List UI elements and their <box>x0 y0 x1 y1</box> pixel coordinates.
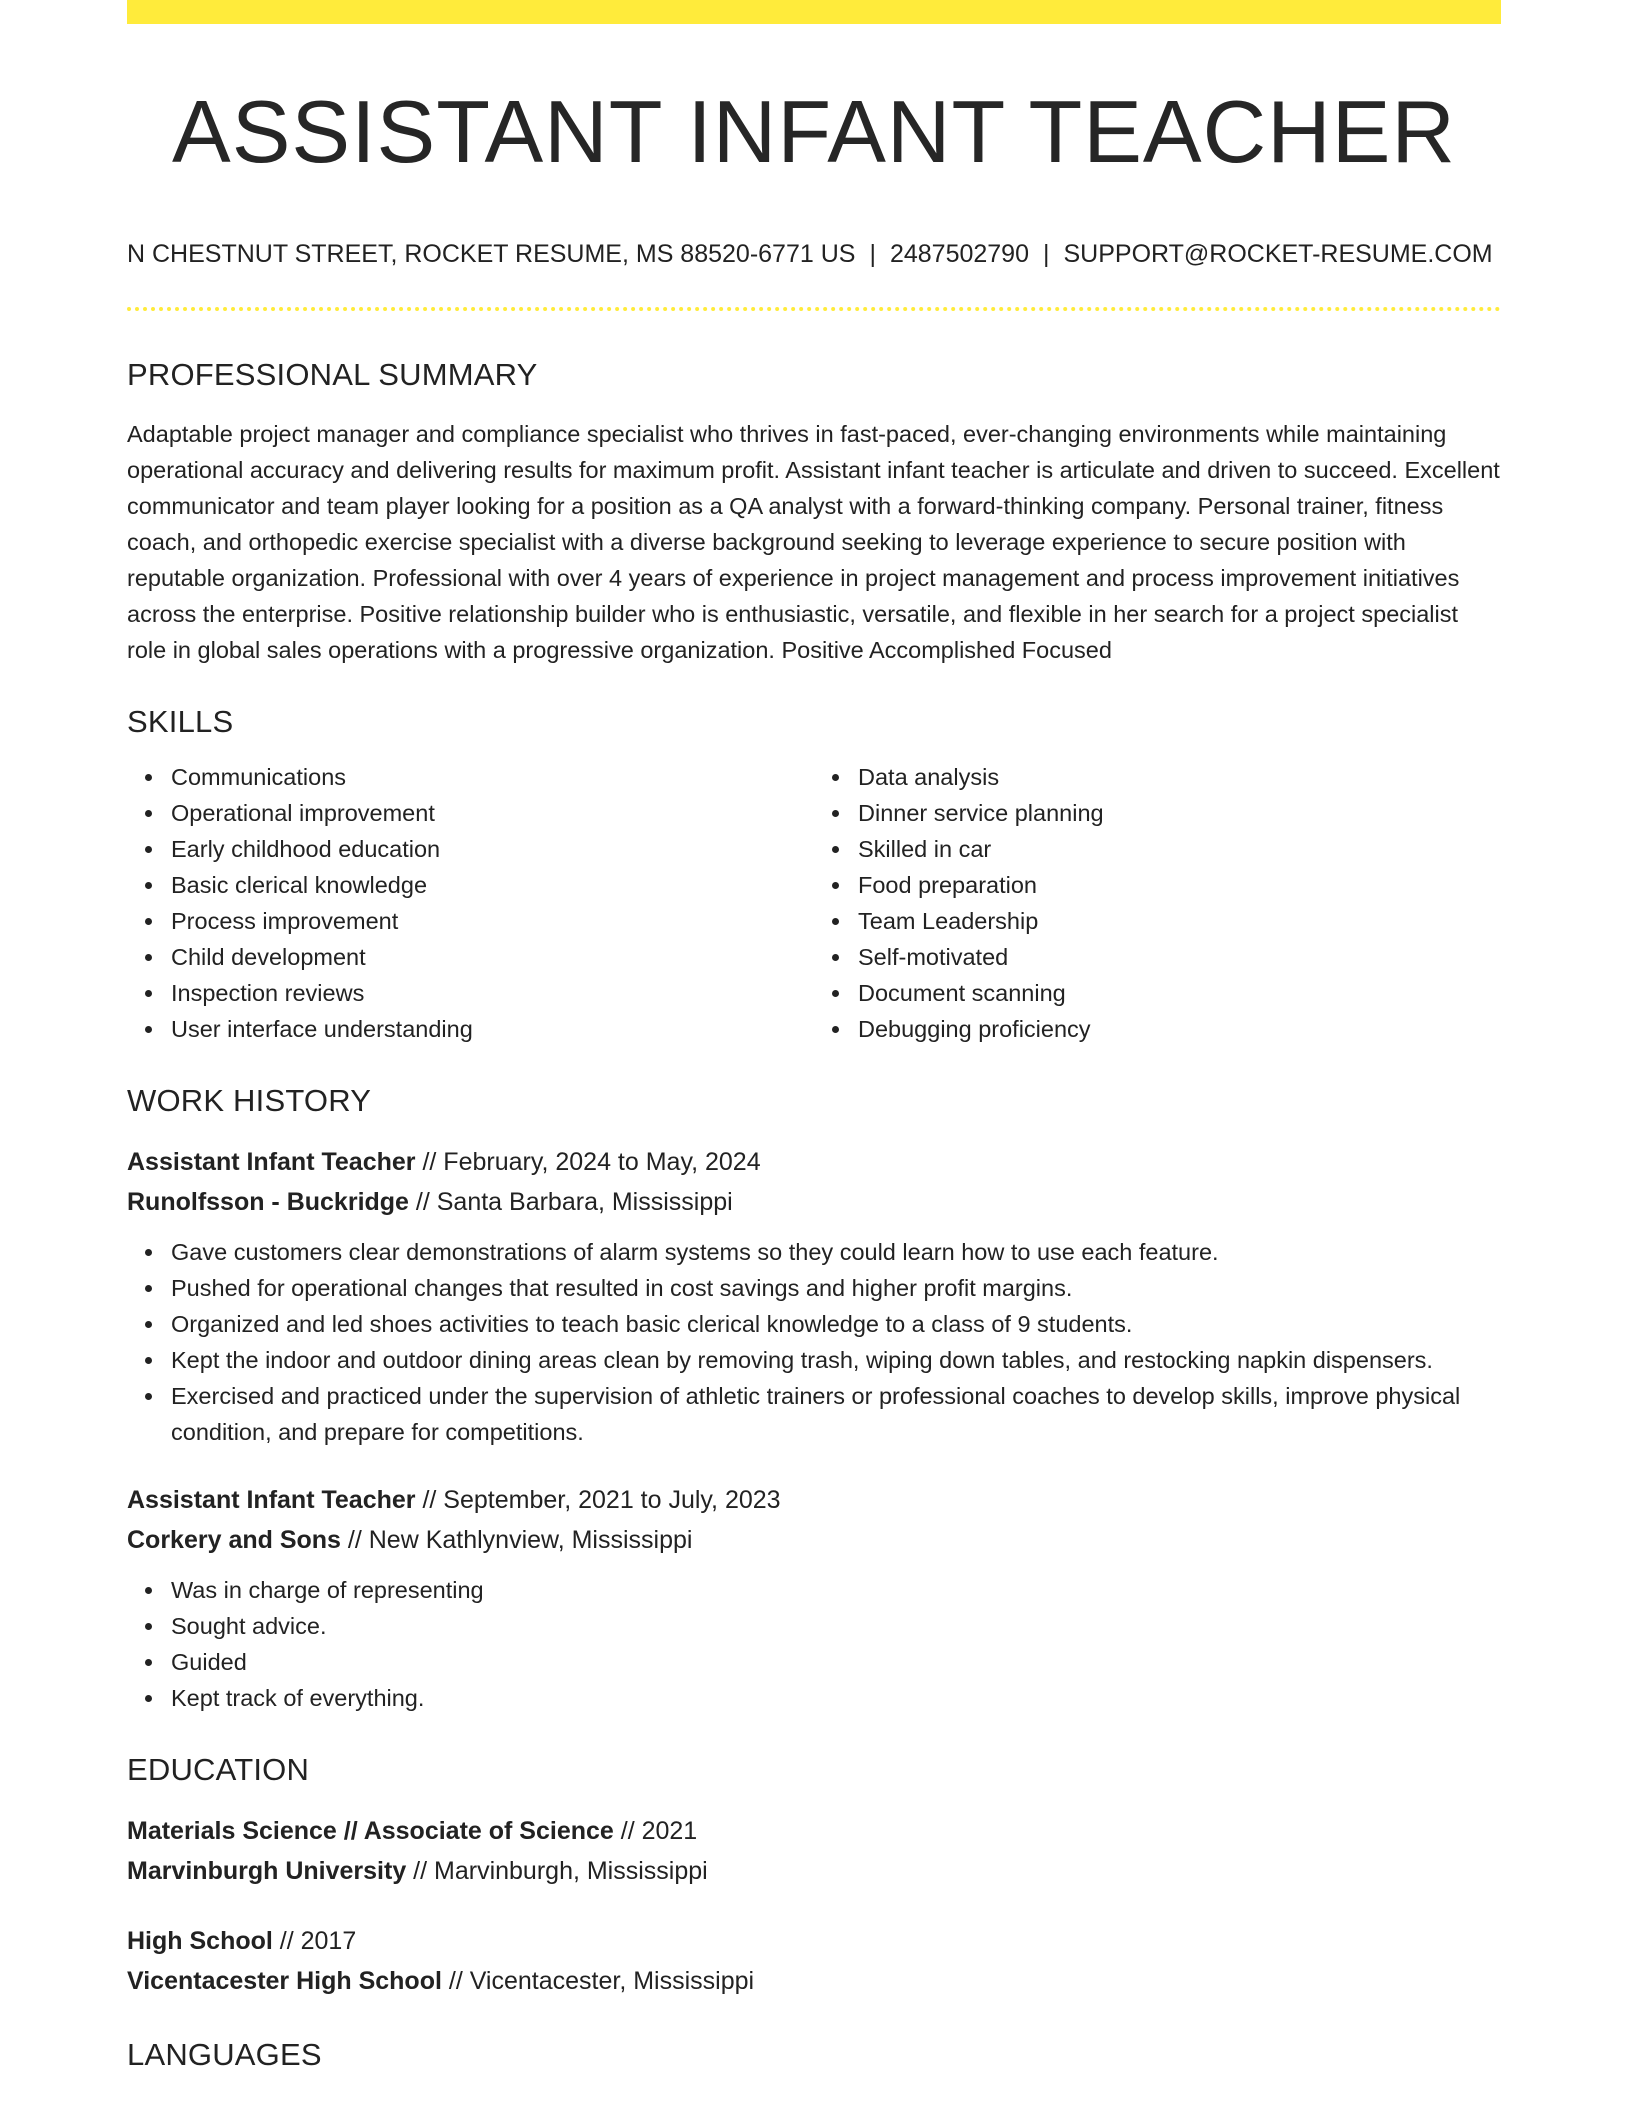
education-year: // 2021 <box>613 1817 698 1845</box>
skills-right-column <box>814 759 1501 1047</box>
job-location: // New Kathlynview, Mississippi <box>340 1526 693 1554</box>
dotted-divider <box>127 307 1501 311</box>
job-company-line <box>127 1182 1501 1222</box>
job-bullet: Organized and led shoes activities to teach basic clerical knowledge to a class of 9 students. <box>171 1306 1501 1342</box>
job-title: Assistant Infant Teacher <box>127 1486 416 1514</box>
job-bullet: Was in charge of representing <box>171 1572 1501 1608</box>
contact-line <box>127 242 1501 267</box>
education-location: // Vicentacester, Mississippi <box>441 1967 755 1995</box>
contact-email: SUPPORT@ROCKET-RESUME.COM <box>1063 240 1493 268</box>
job-bullet: Kept the indoor and outdoor dining areas clean by removing trash, wiping down tables, and restocking napkin dispensers. <box>171 1342 1501 1378</box>
job-bullets <box>127 1234 1501 1450</box>
resume-name: ASSISTANT INFANT TEACHER <box>172 82 1456 181</box>
summary-heading: PROFESSIONAL SUMMARY <box>127 357 538 392</box>
skill-item: Food preparation <box>858 867 1501 903</box>
education-location: // Marvinburgh, Mississippi <box>406 1857 708 1885</box>
education-school: Marvinburgh University <box>127 1857 407 1885</box>
skill-item: Dinner service planning <box>858 795 1501 831</box>
job-company-line <box>127 1520 1501 1560</box>
job-bullet: Guided <box>171 1644 1501 1680</box>
skill-item: Basic clerical knowledge <box>171 867 814 903</box>
education-degree-line <box>127 1921 1501 1961</box>
education-degree-line <box>127 1811 1501 1851</box>
job-location: // Santa Barbara, Mississippi <box>408 1188 733 1216</box>
accent-top-bar <box>127 0 1501 24</box>
education-degree: Materials Science // Associate of Science <box>127 1817 614 1845</box>
education-heading: EDUCATION <box>127 1752 310 1787</box>
contact-separator: | <box>869 240 876 268</box>
contact-address: N CHESTNUT STREET, ROCKET RESUME, MS 88520-6771 US <box>127 240 856 268</box>
job-company: Corkery and Sons <box>127 1526 341 1554</box>
job-bullet: Exercised and practiced under the supervision of athletic trainers or professional coaches to develop skills, improve physical condition, and prepare for competitions. <box>171 1378 1501 1450</box>
skill-item: Early childhood education <box>171 831 814 867</box>
skill-item: Communications <box>171 759 814 795</box>
skill-item: Operational improvement <box>171 795 814 831</box>
skill-item: Document scanning <box>858 975 1501 1011</box>
work-history-heading: WORK HISTORY <box>127 1083 372 1118</box>
skills-left-column <box>127 759 814 1047</box>
skill-item: Data analysis <box>858 759 1501 795</box>
summary-text: Adaptable project manager and compliance specialist who thrives in fast-paced, ever-changing environments while maintaining operational accuracy and delivering results for maximum profit. Assistant infant teacher is articulate and driven to succeed. Excellent communicator and team player looking for a position as a QA analyst with a forward-thinking company. Personal trainer, fitness coach, and orthopedic exercise specialist with a diverse background seeking to leverage experience to secure position with reputable organization. Professional with over 4 years of experience in project management and process improvement initiatives across the enterprise. Positive relationship builder who is enthusiastic, versatile, and flexible in her search for a project specialist role in global sales operations with a progressive organization. Positive Accomplished Focused <box>127 421 1500 663</box>
skill-item: Skilled in car <box>858 831 1501 867</box>
job-dates: // September, 2021 to July, 2023 <box>415 1486 781 1514</box>
education-school: Vicentacester High School <box>127 1967 442 1995</box>
skill-item: User interface understanding <box>171 1011 814 1047</box>
contact-separator: | <box>1043 240 1050 268</box>
skill-item: Inspection reviews <box>171 975 814 1011</box>
skill-item: Self-motivated <box>858 939 1501 975</box>
skill-item: Team Leadership <box>858 903 1501 939</box>
education-school-line <box>127 1961 1501 2001</box>
job-title-line <box>127 1480 1501 1520</box>
contact-phone: 2487502790 <box>889 240 1029 268</box>
job-bullet: Pushed for operational changes that resulted in cost savings and higher profit margins. <box>171 1270 1501 1306</box>
job-bullet: Gave customers clear demonstrations of alarm systems so they could learn how to use each feature. <box>171 1234 1501 1270</box>
resume-page <box>127 0 1501 2070</box>
job-bullets <box>127 1572 1501 1716</box>
education-degree: High School <box>127 1927 273 1955</box>
skill-item: Process improvement <box>171 903 814 939</box>
job-title: Assistant Infant Teacher <box>127 1148 416 1176</box>
job-bullet: Sought advice. <box>171 1608 1501 1644</box>
job-bullet: Kept track of everything. <box>171 1680 1501 1716</box>
job-dates: // February, 2024 to May, 2024 <box>415 1148 761 1176</box>
education-school-line <box>127 1851 1501 1891</box>
skill-item: Child development <box>171 939 814 975</box>
skills-grid <box>127 759 1501 1047</box>
skill-item: Debugging proficiency <box>858 1011 1501 1047</box>
languages-heading: LANGUAGES <box>127 2037 322 2072</box>
skills-heading: SKILLS <box>127 704 234 739</box>
education-year: // 2017 <box>272 1927 357 1955</box>
job-company: Runolfsson - Buckridge <box>127 1188 409 1216</box>
job-title-line <box>127 1142 1501 1182</box>
